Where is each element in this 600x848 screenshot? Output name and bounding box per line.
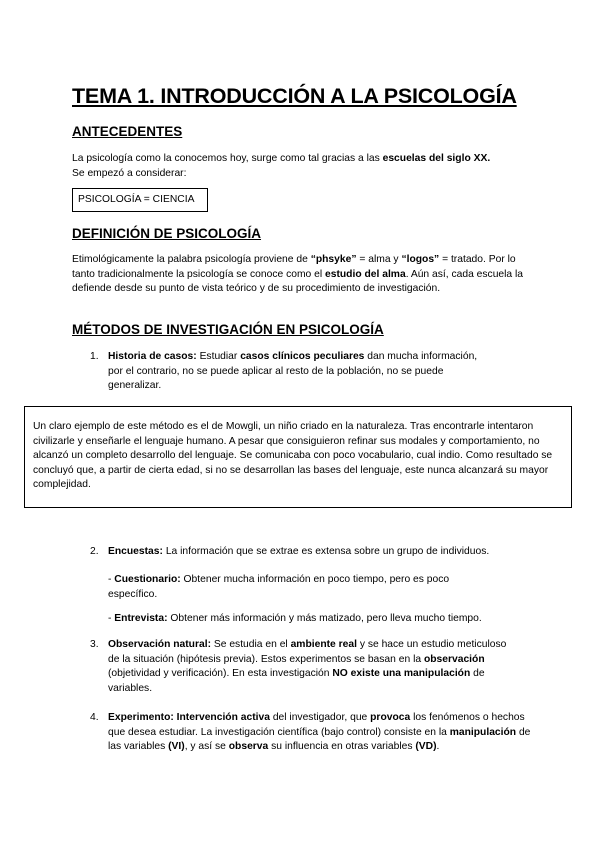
text-run: Se estudia en el (211, 639, 291, 650)
text-run: de variables. (108, 668, 485, 694)
bold-run: observa (228, 741, 269, 752)
sub-item-entrevista (108, 612, 558, 627)
bold-run: estudio del alma (325, 268, 406, 280)
text-run: del investigador, que (269, 712, 371, 723)
text-run: dan mucha información, por el contrario, no se puede aplicar al resto de la población, no se puede generalizar. (108, 351, 478, 391)
text-run: . Aún así, cada escuela la defiende desde su punto de vista teórico y de su procedimiento de investigación. (72, 268, 524, 294)
psicologia-ciencia-box: PSICOLOGÍA = CIENCIA (72, 188, 208, 212)
bold-run: Observación natural: (108, 639, 211, 650)
text-run: y se hace un estudio meticuloso de la situación (hipótesis previa). Estos experimentos se basan en la (108, 639, 507, 665)
bold-run: provoca (370, 712, 411, 723)
heading-antecedentes: ANTECEDENTES (72, 124, 183, 139)
list-number: 2. (90, 546, 99, 557)
list-item-experimento (108, 711, 532, 755)
bold-run: Experimento: Intervención activa (108, 712, 270, 723)
sub-item-cuestionario (108, 573, 493, 602)
list-item-historia-de-casos (108, 350, 482, 394)
text-run: = tratado. (439, 254, 486, 265)
text-run: Obtener mucha información en poco tiempo, pero es poco específico. (108, 574, 450, 600)
bold-run: escuelas del siglo XX. (382, 153, 491, 164)
bold-run: “logos” (401, 254, 440, 265)
page-title: TEMA 1. INTRODUCCIÓN A LA PSICOLOGÍA (72, 84, 517, 108)
bold-run: casos clínicos peculiares (240, 351, 365, 362)
bold-run: Entrevista: (114, 613, 168, 624)
list-item-observacion-natural (108, 638, 508, 696)
text-run: = alma y (356, 254, 402, 265)
bold-run: Cuestionario: (114, 574, 181, 585)
text-run: (objetividad y verificación). En esta investigación (108, 668, 333, 679)
text-run: su influencia en otras variables (268, 741, 416, 752)
text-run: Estudiar (196, 351, 241, 362)
bold-run: (VI) (168, 741, 185, 752)
text-run: Etimológicamente la palabra psicología proviene de (72, 254, 311, 265)
text-run: Se empezó a considerar: (72, 167, 187, 179)
list-number: 4. (90, 712, 99, 723)
bold-run: NO existe una manipulación (332, 668, 471, 679)
mowgli-example-box: Un claro ejemplo de este método es el de Mowgli, un niño criado en la naturaleza. Tras encontrarle intentaron civilizarle y enseñarle el lenguaje humano. A pesar que consiguieron refinar sus modales y comportamiento, no alcanzó un completo desarrollo del lenguaje. Se comunicaba con poco vocabulario, cual indio. Como resultado se concluyó que, a partir de cierta edad, si no se desarrollan las bases del lenguaje, este nunca alcanzará su mayor complejidad. (24, 406, 572, 508)
bold-run: Encuestas: (108, 546, 163, 557)
paragraph-definicion (72, 253, 534, 297)
list-item-encuestas (108, 545, 558, 560)
heading-metodos: MÉTODOS DE INVESTIGACIÓN EN PSICOLOGÍA (72, 322, 384, 337)
text-run: . (436, 741, 440, 752)
bold-run: (VD) (415, 741, 437, 752)
bold-run: observación (423, 653, 485, 665)
text-run: Por lo tanto tradicionalmente la psicología se conoce como el (72, 254, 516, 280)
text-run: , y así se (184, 741, 229, 752)
heading-definicion: DEFINICIÓN DE PSICOLOGÍA (72, 226, 262, 241)
bold-run: Historia de casos: (108, 351, 197, 362)
list-number: 3. (90, 639, 99, 650)
text-run: los fenómenos o hechos que desea estudiar. La investigación científica (bajo control) consiste en la (108, 712, 525, 738)
bold-run: “phsyke” (310, 254, 357, 265)
text-run: La información que se extrae es extensa sobre un grupo de individuos. (162, 546, 490, 557)
text-run: de las variables (108, 726, 531, 752)
text-run: - (108, 574, 115, 585)
text-run: La psicología como la conocemos hoy, surge como tal gracias a las (72, 153, 383, 164)
text-run: - (108, 613, 115, 624)
paragraph-antecedentes (72, 152, 552, 181)
text-run: Obtener más información y más matizado, pero lleva mucho tiempo. (167, 613, 482, 624)
list-number: 1. (90, 351, 99, 362)
bold-run: manipulación (449, 726, 517, 738)
bold-run: ambiente real (290, 639, 357, 650)
